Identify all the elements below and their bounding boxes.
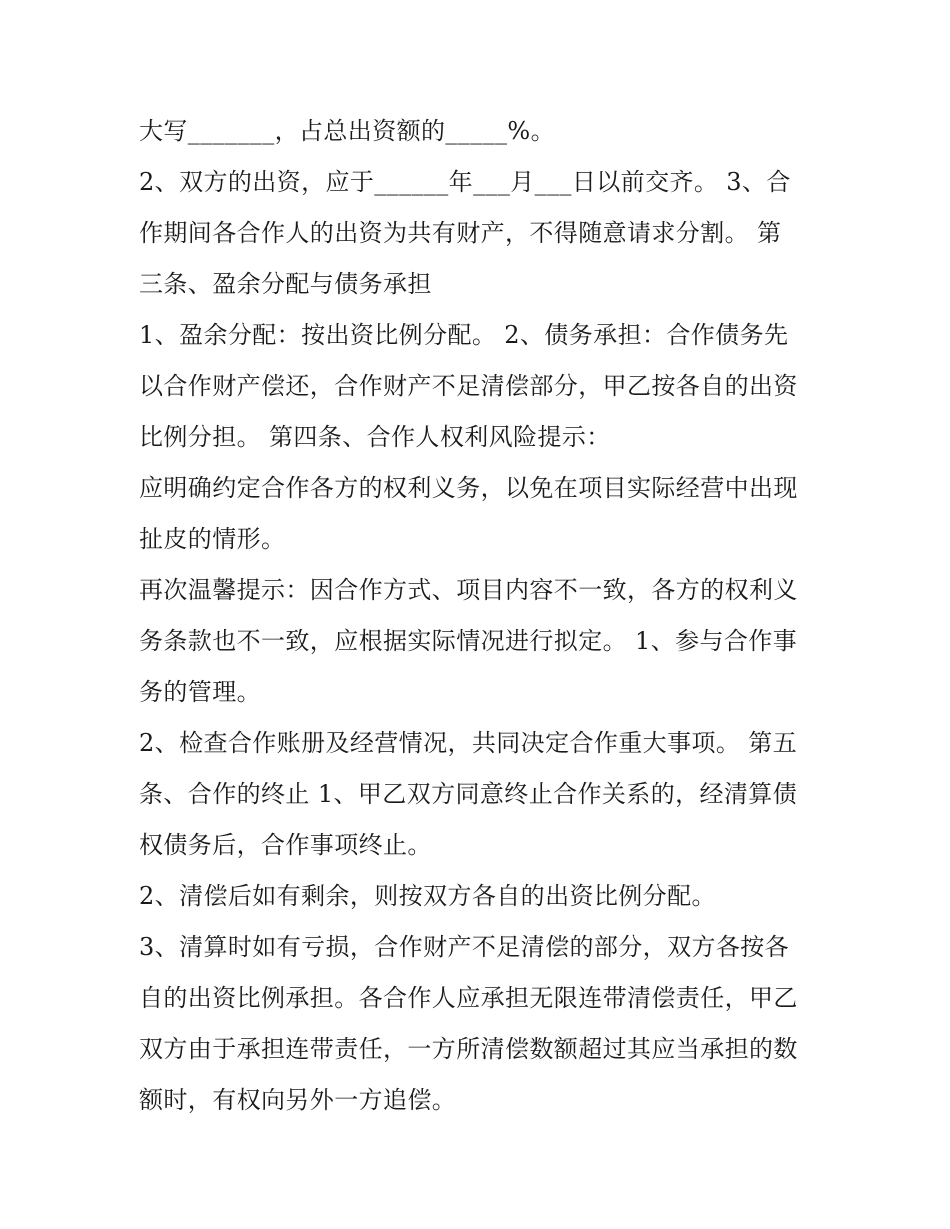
text-line: 大写_______，占总出资额的_____%。 [139,117,556,145]
text-line: 双方由于承担连带责任，一方所清偿数额超过其应当承担的数 [139,1035,798,1063]
text-line: 应明确约定合作各方的权利义务，以免在项目实际经营中出现 [139,474,798,502]
paragraph-profit-debt [139,310,819,463]
paragraph-loss-liability [139,922,819,1126]
text-line: 2、双方的出资，应于______年___月___日以前交齐。 3、合 [139,168,791,196]
paragraph-capital-amount [139,106,819,157]
paragraph-contribution-deadline [139,157,819,310]
paragraph-reminder [139,565,819,718]
document-page [139,106,819,1126]
text-line: 三条、盈余分配与债务承担 [139,270,432,298]
text-line: 务的管理。 [139,678,261,706]
text-line: 扯皮的情形。 [139,525,286,553]
paragraph-termination [139,718,819,871]
text-line: 2、清偿后如有剩余，则按双方各自的出资比例分配。 [139,882,716,910]
text-line: 自的出资比例承担。各合作人应承担无限连带清偿责任，甲乙 [139,984,798,1012]
text-line: 比例分担。 第四条、合作人权利风险提示： [139,423,611,451]
text-line: 额时，有权向另外一方追偿。 [139,1086,457,1114]
text-line: 以合作财产偿还，合作财产不足清偿部分，甲乙按各自的出资 [139,372,798,400]
text-line: 2、检查合作账册及经营情况，共同决定合作重大事项。 第五 [139,729,798,757]
text-line: 再次温馨提示：因合作方式、项目内容不一致，各方的权利义 [139,576,798,604]
text-line: 作期间各合作人的出资为共有财产，不得随意请求分割。 第 [139,219,782,247]
text-line: 权债务后，合作事项终止。 [139,831,432,859]
paragraph-rights-agreement [139,463,819,565]
text-line: 条、合作的终止 1、甲乙双方同意终止合作关系的，经清算债 [139,780,798,808]
text-line: 3、清算时如有亏损，合作财产不足清偿的部分，双方各按各 [139,933,790,961]
text-line: 务条款也不一致，应根据实际情况进行拟定。 1、参与合作事 [139,627,798,655]
text-line: 1、盈余分配：按出资比例分配。 2、债务承担：合作债务先 [139,321,789,349]
paragraph-surplus [139,871,819,922]
